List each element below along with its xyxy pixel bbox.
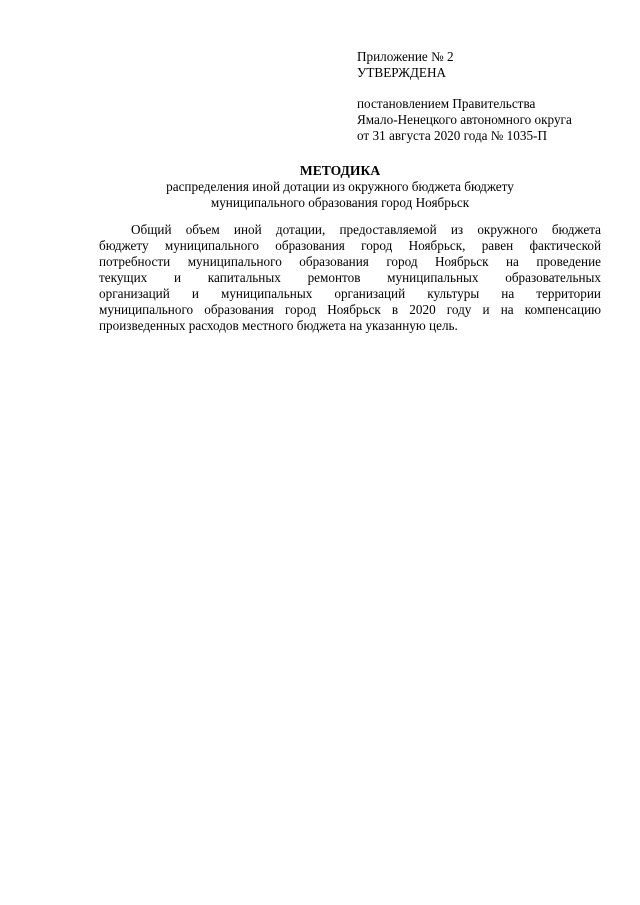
document-heading <box>90 163 590 211</box>
paragraph-line: организаций и муниципальных организаций культуры на территории <box>99 286 601 301</box>
paragraph-line: произведенных расходов местного бюджета на указанную цель. <box>99 318 458 333</box>
resolution-line: Ямало-Ненецкого автономного округа <box>357 112 572 127</box>
appendix-number: Приложение № 2 <box>357 49 454 64</box>
paragraph-line: потребности муниципального образования город Ноябрьск на проведение <box>99 254 601 269</box>
body-paragraph <box>99 222 601 334</box>
paragraph-line: бюджету муниципального образования город Ноябрьск, равен фактической <box>99 238 601 253</box>
document-title: МЕТОДИКА <box>299 163 381 178</box>
paragraph-line: Общий объем иной дотации, предоставляемой из окружного бюджета <box>131 222 601 237</box>
document-subtitle-line: муниципального образования город Ноябрьск <box>210 195 470 210</box>
paragraph-line: текущих и капитальных ремонтов муниципальных образовательных <box>99 270 601 285</box>
paragraph-line: муниципального образования город Ноябрьск в 2020 году и на компенсацию <box>99 302 601 317</box>
document-subtitle-line: распределения иной дотации из окружного бюджета бюджету <box>166 179 514 194</box>
appendix-block <box>357 49 627 144</box>
resolution-line: постановлением Правительства <box>357 96 536 111</box>
approved-label: УТВЕРЖДЕНА <box>357 65 447 80</box>
resolution-line: от 31 августа 2020 года № 1035-П <box>357 128 547 143</box>
